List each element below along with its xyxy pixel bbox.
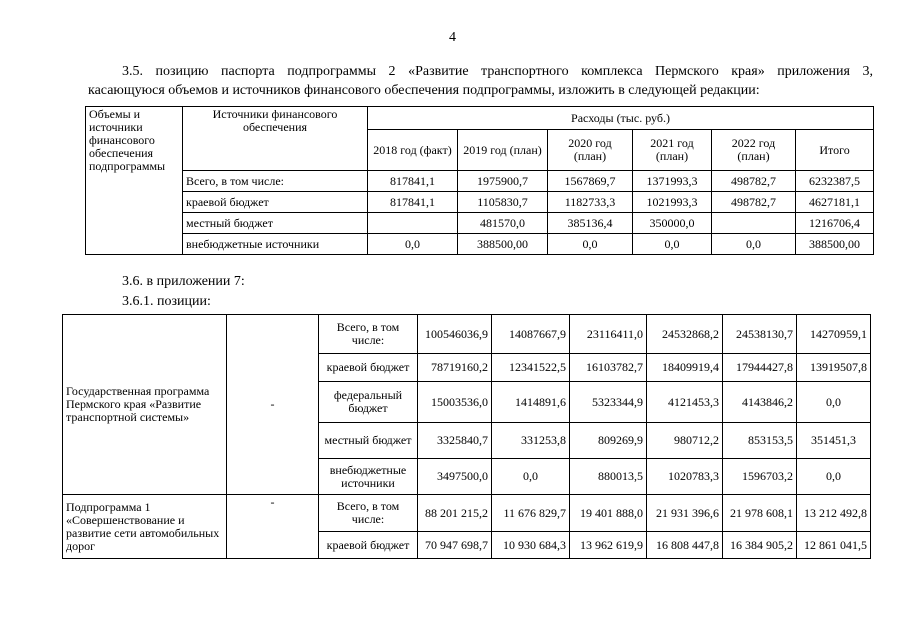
row-label: краевой бюджет [319,532,418,559]
table-row [86,192,874,213]
cell-value: 78719160,2 [418,354,492,382]
cell-value: 1567869,7 [548,171,633,192]
table-row [63,495,871,532]
cell-value: 350000,0 [633,213,712,234]
cell-value: 980712,2 [647,423,723,459]
row-label: местный бюджет [183,213,368,234]
cell-value: 817841,1 [368,192,458,213]
table-row [86,171,874,192]
cell-value: 10 930 684,3 [492,532,570,559]
row-label: внебюджетные источники [319,459,418,495]
cell-value: 0,0 [368,234,458,255]
intro-line-1: 3.5. позицию паспорта подпрограммы 2 «Развитие транспортного комплекса Пермского края» приложения 3, [122,64,873,79]
cell-value: 11 676 829,7 [492,495,570,532]
cell-value: 14270959,1 [797,315,871,354]
cell-value: 88 201 215,2 [418,495,492,532]
cell-value: 1182733,3 [548,192,633,213]
cell-value: 0,0 [633,234,712,255]
cell-value: 1105830,7 [458,192,548,213]
program-dash: - [227,315,319,495]
cell-value: 23116411,0 [570,315,647,354]
cell-value: 0,0 [548,234,633,255]
cell-value: 3325840,7 [418,423,492,459]
year-header: 2021 год (план) [633,130,712,171]
row-label: федеральный бюджет [319,382,418,423]
cell-value: 13 962 619,9 [570,532,647,559]
cell-value: 14087667,9 [492,315,570,354]
cell-value: 1216706,4 [796,213,874,234]
funding-table [85,106,874,255]
total-header: Итого [796,130,874,171]
cell-value: 19 401 888,0 [570,495,647,532]
year-header: 2020 год (план) [548,130,633,171]
cell-value: 1021993,3 [633,192,712,213]
cell-value: 18409919,4 [647,354,723,382]
cell-value: 15003536,0 [418,382,492,423]
cell-value: 1596703,2 [723,459,797,495]
corner-label: Объемы и источники финансового обеспечения подпрограммы [86,107,183,255]
subprogram-dash: - [227,495,319,559]
cell-value: 17944427,8 [723,354,797,382]
program-name: Государственная программа Пермского края «Развитие транспортной системы» [63,315,227,495]
cell-value: 21 978 608,1 [723,495,797,532]
cell-value: 16 808 447,8 [647,532,723,559]
year-header: 2018 год (факт) [368,130,458,171]
cell-value: 0,0 [797,459,871,495]
row-label: Всего, в том числе: [319,315,418,354]
cell-value: 21 931 396,6 [647,495,723,532]
cell-value: 809269,9 [570,423,647,459]
cell-value: 1975900,7 [458,171,548,192]
cell-value: 388500,00 [458,234,548,255]
cell-value [368,213,458,234]
row-label: краевой бюджет [183,192,368,213]
cell-value: 388500,00 [796,234,874,255]
cell-value: 13919507,8 [797,354,871,382]
expenses-header: Расходы (тыс. руб.) [368,107,874,130]
subprogram-name: Подпрограмма 1 «Совершенствование и развитие сети автомобильных дорог [63,495,227,559]
section-heading: 3.6. в приложении 7: [122,274,245,289]
cell-value: 4121453,3 [647,382,723,423]
cell-value: 0,0 [797,382,871,423]
row-label: внебюджетные источники [183,234,368,255]
cell-value: 0,0 [712,234,796,255]
year-header: 2022 год (план) [712,130,796,171]
cell-value: 1020783,3 [647,459,723,495]
cell-value: 100546036,9 [418,315,492,354]
cell-value: 5323344,9 [570,382,647,423]
program-table [62,314,871,559]
cell-value: 1414891,6 [492,382,570,423]
cell-value: 351451,3 [797,423,871,459]
cell-value: 481570,0 [458,213,548,234]
page-number: 4 [449,30,456,45]
cell-value: 385136,4 [548,213,633,234]
row-label: Всего, в том числе: [183,171,368,192]
cell-value: 24532868,2 [647,315,723,354]
cell-value: 498782,7 [712,171,796,192]
section-subheading: 3.6.1. позиции: [122,294,211,309]
cell-value: 70 947 698,7 [418,532,492,559]
cell-value: 16103782,7 [570,354,647,382]
cell-value: 24538130,7 [723,315,797,354]
cell-value: 853153,5 [723,423,797,459]
cell-value: 16 384 905,2 [723,532,797,559]
cell-value: 12341522,5 [492,354,570,382]
row-label: краевой бюджет [319,354,418,382]
intro-paragraph [88,62,873,100]
cell-value: 331253,8 [492,423,570,459]
cell-value: 4627181,1 [796,192,874,213]
cell-value [712,213,796,234]
row-label: местный бюджет [319,423,418,459]
table-row [86,213,874,234]
table-row [63,315,871,354]
cell-value: 3497500,0 [418,459,492,495]
cell-value: 13 212 492,8 [797,495,871,532]
cell-value: 4143846,2 [723,382,797,423]
row-label: Всего, в том числе: [319,495,418,532]
cell-value: 880013,5 [570,459,647,495]
cell-value: 0,0 [492,459,570,495]
cell-value: 1371993,3 [633,171,712,192]
sources-header: Источники финансового обеспечения [183,107,368,171]
intro-line-2: касающуюся объемов и источников финансового обеспечения подпрограммы, изложить в следующей редакции: [88,83,760,98]
year-header: 2019 год (план) [458,130,548,171]
cell-value: 6232387,5 [796,171,874,192]
table-row [86,234,874,255]
cell-value: 12 861 041,5 [797,532,871,559]
cell-value: 817841,1 [368,171,458,192]
cell-value: 498782,7 [712,192,796,213]
